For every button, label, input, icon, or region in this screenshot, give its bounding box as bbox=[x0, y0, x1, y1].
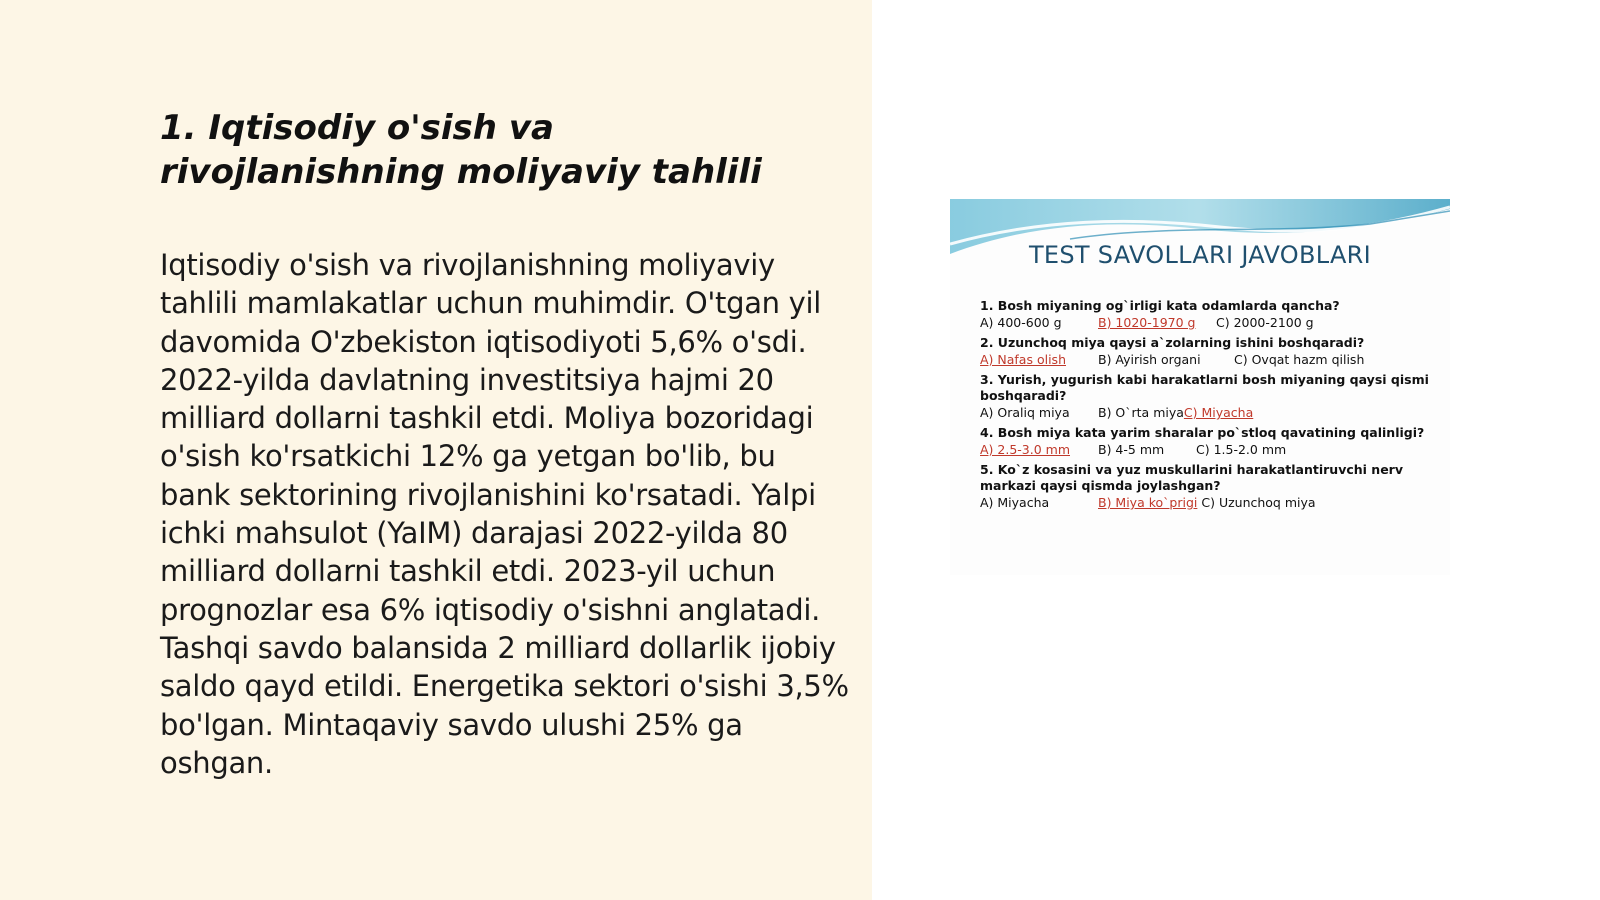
correct-answer: B) 1020-1970 g bbox=[1098, 315, 1196, 330]
answer-option: A) Miyacha bbox=[980, 495, 1050, 510]
answer-row bbox=[980, 314, 1440, 332]
answer-option: A) Oraliq miya bbox=[980, 405, 1070, 420]
answer-option: B) 4-5 mm bbox=[1098, 442, 1165, 457]
answer-row bbox=[980, 404, 1440, 422]
question-item bbox=[980, 335, 1440, 369]
question-item bbox=[980, 298, 1440, 332]
answer-option: B) Ayirish organi bbox=[1098, 352, 1201, 367]
correct-answer: B) Miya ko`prigi bbox=[1098, 495, 1198, 510]
slide-body-text: Iqtisodiy o'sish va rivojlanishning moliyaviy tahlili mamlakatlar uchun muhimdir. O'tgan yil davomida O'zbekiston iqtisodiyoti 5,6% o'sdi. 2022-yilda davlatning investitsiya hajmi 20 milliard dollarni tashkil etdi. Moliya bozoridagi o'sish ko'rsatkichi 12% ga yetgan bo'lib, bu bank sektorining rivojlanishini ko'rsatadi. Yalpi ichki mahsulot (YaIM) darajasi 2022-yilda 80 milliard dollarni tashkil etdi. 2023-yil uchun prognozlar esa 6% iqtisodiy o'sishni anglatadi. Tashqi savdo balansida 2 milliard dollarlik ijobiy saldo qayd etildi. Energetika sektori o'sishi 3,5% bo'lgan. Mintaqaviy savdo ulushi 25% ga oshgan. bbox=[160, 248, 849, 780]
answer-row bbox=[980, 441, 1440, 459]
answer-row bbox=[980, 351, 1440, 369]
question-text: 5. Ko`z kosasini va yuz muskullarini harakatlantiruvchi nerv markazi qaysi qismda joylashgan? bbox=[980, 462, 1403, 493]
question-item bbox=[980, 462, 1440, 512]
test-title: TEST SAVOLLARI JAVOBLARI bbox=[1028, 241, 1372, 269]
question-list bbox=[980, 295, 1440, 512]
answer-option: C) Ovqat hazm qilish bbox=[1234, 352, 1365, 367]
answer-option: C) 2000-2100 g bbox=[1216, 315, 1314, 330]
question-item bbox=[980, 372, 1440, 422]
answer-option: C) 1.5-2.0 mm bbox=[1196, 442, 1287, 457]
question-text: 1. Bosh miyaning og`irligi kata odamlarda qancha? bbox=[980, 298, 1340, 313]
correct-answer: A) Nafas olish bbox=[980, 352, 1066, 367]
correct-answer: C) Miyacha bbox=[1183, 405, 1254, 420]
answer-option: A) 400-600 g bbox=[980, 315, 1062, 330]
answer-option: B) O`rta miya bbox=[1098, 405, 1184, 420]
question-text: 4. Bosh miya kata yarim sharalar po`stloq qavatining qalinligi? bbox=[980, 425, 1425, 440]
slide-title: 1. Iqtisodiy o'sish va rivojlanishning moliyaviy tahlili bbox=[160, 108, 762, 192]
answer-row bbox=[980, 494, 1440, 512]
test-answers-image bbox=[950, 199, 1450, 575]
question-text: 3. Yurish, yugurish kabi harakatlarni bosh miyaning qaysi qismi boshqaradi? bbox=[980, 372, 1429, 403]
question-text: 2. Uzunchoq miya qaysi a`zolarning ishini boshqaradi? bbox=[980, 335, 1365, 350]
question-item bbox=[980, 425, 1440, 459]
answer-option: C) Uzunchoq miya bbox=[1201, 495, 1316, 510]
correct-answer: A) 2.5-3.0 mm bbox=[980, 442, 1070, 457]
